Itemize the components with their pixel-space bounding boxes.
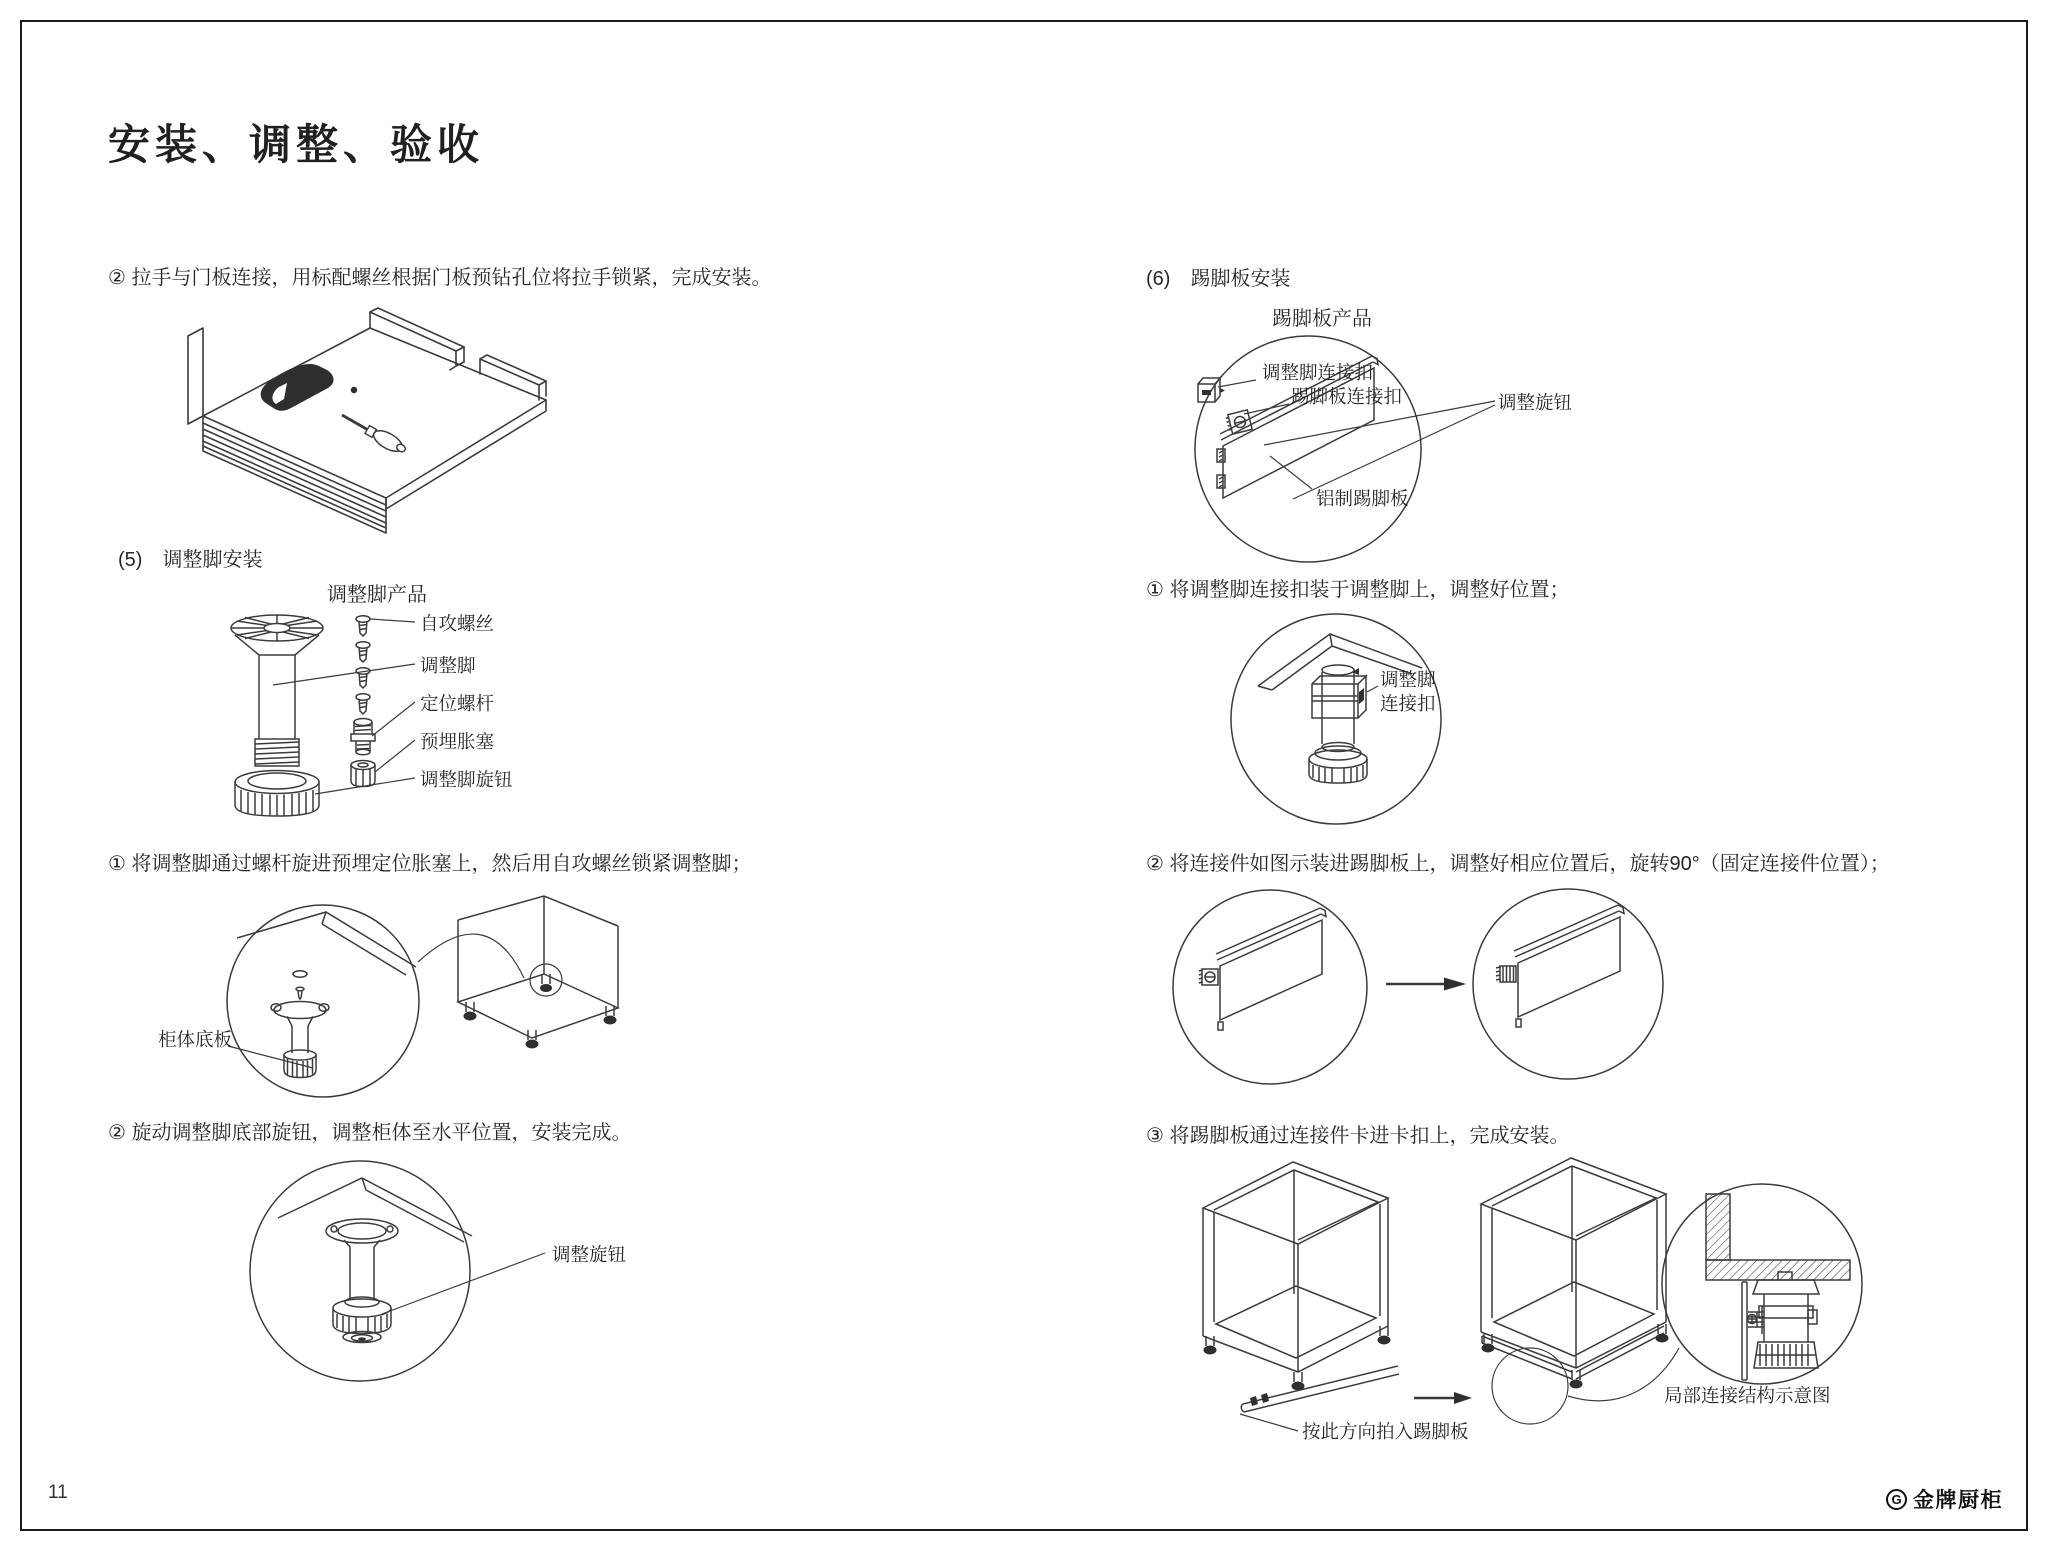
part-label-self-tapping-screw: 自攻螺丝 (420, 613, 495, 634)
right-step2-text: ② 将连接件如图示装进踢脚板上，调整好相应位置后，旋转90°（固定连接件位置）； (1146, 853, 1890, 875)
label-plate-connector: 踢脚板连接扣 (1291, 386, 1403, 407)
brand-circle-g-icon: G (1886, 1489, 1907, 1510)
kickplate-product-diagram (1190, 332, 1620, 572)
arrow-right-icon (1454, 1392, 1472, 1404)
label-foot-connector-line2: 连接扣 (1380, 693, 1436, 714)
handle-icon (261, 364, 334, 411)
part-label-adjustable-foot: 调整脚 (420, 655, 476, 676)
foot-product-caption: 调整脚产品 (327, 584, 427, 606)
part-label-foot-knob: 调整脚旋钮 (420, 769, 513, 790)
foot-installation-diagram (148, 886, 653, 1121)
label-foot-connector-line1: 调整脚 (1380, 669, 1436, 690)
part-label-embedded-plug: 预埋胀塞 (420, 731, 495, 752)
left-adjust-knob-label: 调整旋钮 (552, 1244, 627, 1265)
label-aluminum-plate: 铝制踢脚板 (1316, 488, 1409, 509)
label-foot-connector-2line (1380, 668, 1436, 716)
section-5-heading: (5) 调整脚安装 (118, 549, 263, 571)
page-title: 安装、调整、验收 (108, 121, 485, 168)
arrow-right-icon (1444, 978, 1466, 991)
adjustable-foot-product-diagram (215, 608, 705, 843)
right-step1-text: ① 将调整脚连接扣装于调整脚上，调整好位置； (1146, 579, 1570, 601)
kickplate-product-caption: 踢脚板产品 (1272, 308, 1372, 330)
drawer-handle-diagram (148, 300, 568, 555)
page-number: 11 (48, 1482, 68, 1503)
foot-connector-diagram (1228, 606, 1568, 836)
left-step2-text: ② 旋动调整脚底部旋钮，调整柜体至水平位置，安装完成。 (108, 1122, 632, 1144)
knob-adjustment-diagram (240, 1154, 680, 1399)
right-step3-text: ③ 将踢脚板通过连接件卡进卡扣上，完成安装。 (1146, 1125, 1570, 1147)
screwdriver-icon (342, 415, 407, 455)
kickplate-assembly-diagram (1158, 1146, 1918, 1456)
cabinet-bottom-label: 柜体底板 (158, 1029, 233, 1050)
brand-logo (1886, 1484, 2003, 1514)
connector-rotate-diagram (1168, 884, 1768, 1099)
brand-name: 金牌厨柜 (1913, 1489, 2003, 1512)
label-foot-connector: 调整脚连接扣 (1262, 362, 1374, 383)
detail-structure-caption: 局部连接结构示意图 (1664, 1385, 1831, 1406)
left-step1-text: ① 将调整脚通过螺杆旋进预埋定位胀塞上，然后用自攻螺丝锁紧调整脚； (108, 853, 752, 875)
label-adjust-knob: 调整旋钮 (1498, 392, 1573, 413)
handle-step-text: ② 拉手与门板连接，用标配螺丝根据门板预钻孔位将拉手锁紧，完成安装。 (108, 267, 772, 289)
insert-direction-label: 按此方向拍入踢脚板 (1302, 1421, 1469, 1442)
screw-dot-icon (351, 387, 357, 393)
section-6-heading: (6) 踢脚板安装 (1146, 268, 1291, 290)
part-label-positioning-bolt: 定位螺杆 (420, 693, 495, 714)
